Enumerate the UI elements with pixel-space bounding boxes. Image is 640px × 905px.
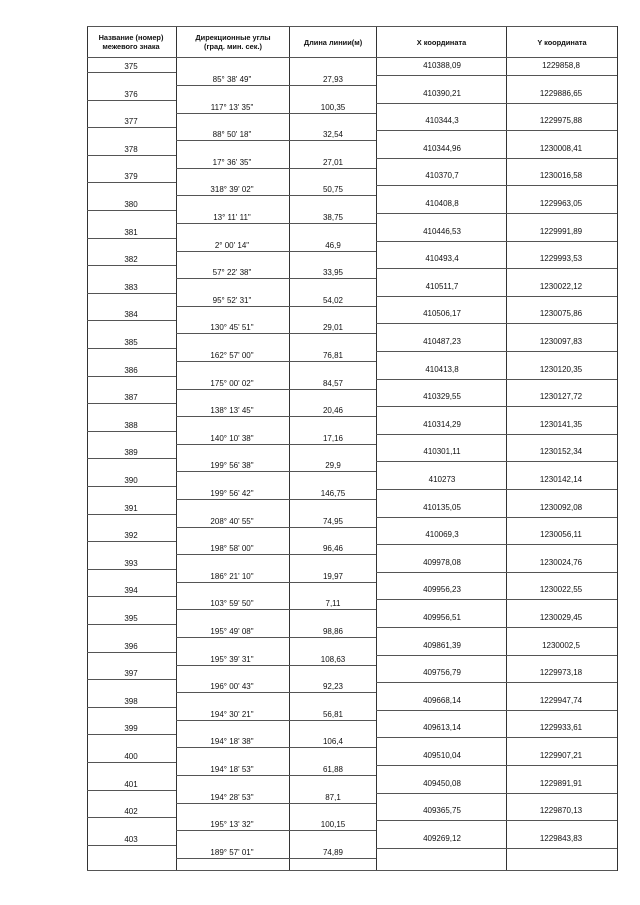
point-number: 380 — [124, 200, 138, 209]
line-length: 84,57 — [322, 378, 344, 388]
row-rule — [376, 185, 617, 186]
row-rule — [376, 323, 617, 324]
row-rule — [87, 72, 176, 73]
row-rule — [87, 458, 176, 459]
line-length: 61,88 — [322, 765, 344, 774]
row-rule — [87, 569, 176, 570]
x-coordinate: 409756,79 — [423, 668, 461, 678]
line-length: 146,75 — [320, 489, 346, 498]
bearing-angle: 318° 39' 02" — [210, 185, 254, 195]
x-coordinate: 410344,96 — [423, 143, 461, 153]
line-length: 54,02 — [322, 295, 344, 305]
point-number: 394 — [124, 586, 138, 596]
bearing-angle: 175° 00' 02" — [210, 378, 254, 388]
y-coordinate: 1230127,72 — [539, 392, 583, 402]
point-number: 387 — [124, 393, 138, 403]
column-header: Дирекционные углы (град. мин. сек.) — [195, 33, 271, 51]
row-rule — [87, 596, 176, 597]
line-length: 19,97 — [322, 571, 344, 581]
x-coordinate: 410487,23 — [423, 337, 461, 346]
row-rule — [376, 158, 617, 159]
row-rule — [176, 637, 376, 638]
point-number: 375 — [124, 62, 138, 71]
row-rule — [176, 720, 376, 721]
row-rule — [176, 692, 376, 693]
row-rule — [376, 793, 617, 794]
row-rule — [176, 416, 376, 417]
line-length: 74,89 — [322, 847, 344, 857]
y-coordinate: 1230029,45 — [539, 613, 583, 622]
y-coordinate: 1229947,74 — [539, 695, 583, 705]
point-number: 396 — [124, 641, 138, 651]
column-header: Y координата — [537, 37, 587, 47]
row-rule — [376, 517, 617, 518]
line-length: 46,9 — [325, 240, 341, 250]
row-rule — [87, 845, 176, 846]
point-number: 399 — [124, 724, 138, 734]
row-rule — [176, 195, 376, 196]
line-length: 96,46 — [322, 544, 344, 554]
y-coordinate: 1230008,41 — [539, 143, 583, 153]
bearing-angle: 85° 38' 49" — [212, 75, 252, 84]
row-rule — [87, 486, 176, 487]
y-coordinate: 1230022,55 — [539, 585, 583, 595]
row-rule — [87, 762, 176, 763]
point-number: 393 — [124, 558, 138, 568]
row-rule — [376, 682, 617, 683]
point-number: 403 — [124, 834, 138, 844]
point-number: 384 — [124, 310, 138, 320]
row-rule — [87, 348, 176, 349]
bearing-angle: 88° 50' 18" — [212, 130, 252, 140]
bearing-angle: 117° 13' 35" — [210, 102, 254, 112]
x-coordinate: 410511,7 — [425, 281, 459, 291]
bearing-angle: 194° 28' 53" — [210, 792, 254, 802]
row-rule — [87, 790, 176, 791]
point-number: 381 — [124, 227, 138, 237]
row-rule — [87, 431, 176, 432]
x-coordinate: 409365,75 — [423, 806, 461, 816]
y-coordinate: 1229858,8 — [542, 61, 580, 70]
y-coordinate: 1230002,5 — [542, 640, 580, 650]
x-coordinate: 410135,05 — [423, 502, 461, 512]
row-rule — [376, 103, 617, 104]
row-rule — [87, 652, 176, 653]
x-coordinate: 409978,08 — [423, 557, 461, 567]
line-length: 100,15 — [320, 820, 346, 830]
row-rule — [376, 710, 617, 711]
row-rule — [87, 182, 176, 183]
row-rule — [87, 734, 176, 735]
row-rule — [176, 775, 376, 776]
y-coordinate: 1230056,11 — [540, 530, 582, 540]
row-rule — [376, 351, 617, 352]
row-rule — [376, 130, 617, 131]
y-coordinate: 1229843,83 — [539, 833, 583, 843]
line-length: 100,35 — [320, 102, 346, 112]
bearing-angle: 194° 30' 21" — [210, 709, 254, 719]
row-rule — [87, 541, 176, 542]
x-coordinate: 410301,11 — [423, 447, 461, 457]
row-rule — [376, 544, 617, 545]
row-rule — [376, 296, 617, 297]
row-rule — [87, 817, 176, 818]
bearing-angle: 199° 56' 38" — [210, 461, 254, 471]
column-header: Длина линии(м) — [303, 37, 363, 47]
row-rule — [376, 379, 617, 380]
row-rule — [176, 471, 376, 472]
row-rule — [87, 624, 176, 625]
bearing-angle: 186° 21' 10" — [210, 571, 254, 581]
y-coordinate: 1229975,88 — [539, 116, 583, 126]
row-rule — [176, 306, 376, 307]
line-length: 108,63 — [320, 654, 346, 664]
row-rule — [376, 241, 617, 242]
point-number: 378 — [124, 144, 138, 154]
row-rule — [87, 707, 176, 708]
row-rule — [87, 265, 176, 266]
y-coordinate: 1230024,76 — [539, 557, 583, 567]
row-rule — [87, 238, 176, 239]
x-coordinate: 410329,55 — [423, 392, 461, 402]
line-length: 27,01 — [322, 157, 344, 167]
bearing-angle: 162° 57' 00" — [210, 351, 254, 360]
bearing-angle: 2° 00' 14" — [214, 240, 250, 250]
y-coordinate: 1229891,91 — [539, 778, 583, 788]
point-number: 398 — [124, 696, 138, 706]
point-number: 390 — [124, 476, 138, 485]
bearing-angle: 195° 39' 31" — [210, 654, 254, 664]
row-rule — [176, 499, 376, 500]
x-coordinate: 410506,17 — [423, 309, 461, 319]
column-rule — [617, 26, 618, 871]
x-coordinate: 409613,14 — [423, 723, 461, 733]
y-coordinate: 1230142,14 — [539, 475, 583, 484]
row-rule — [376, 434, 617, 435]
y-coordinate: 1230152,34 — [539, 447, 583, 457]
line-length: 106,4 — [322, 737, 344, 747]
row-rule — [376, 765, 617, 766]
x-coordinate: 410493,4 — [425, 254, 459, 264]
x-coordinate: 410446,53 — [423, 226, 461, 236]
line-length: 50,75 — [322, 185, 344, 195]
x-coordinate: 409956,23 — [423, 585, 461, 595]
line-length: 98,86 — [322, 627, 344, 636]
row-rule — [376, 75, 617, 76]
row-rule — [87, 320, 176, 321]
row-rule — [176, 85, 376, 86]
x-coordinate: 410413,8 — [425, 364, 459, 374]
bearing-angle: 130° 45' 51" — [210, 323, 254, 333]
y-coordinate: 1229973,18 — [539, 668, 583, 678]
x-coordinate: 410344,3 — [425, 116, 459, 126]
row-rule — [176, 665, 376, 666]
bearing-angle: 198° 58' 00" — [210, 544, 254, 554]
row-rule — [376, 820, 617, 821]
line-length: 29,9 — [325, 461, 341, 471]
bearing-angle: 138° 13' 45" — [210, 406, 254, 416]
table-top-rule — [87, 26, 617, 27]
point-number: 385 — [124, 338, 138, 347]
row-rule — [176, 168, 376, 169]
row-rule — [176, 140, 376, 141]
row-rule — [87, 127, 176, 128]
x-coordinate: 410388,09 — [423, 61, 461, 70]
row-rule — [376, 572, 617, 573]
point-number: 397 — [124, 669, 138, 679]
row-rule — [176, 609, 376, 610]
line-length: 7,11 — [325, 599, 341, 609]
point-number: 379 — [124, 172, 138, 182]
row-rule — [176, 251, 376, 252]
point-number: 389 — [124, 448, 138, 458]
point-number: 391 — [124, 503, 138, 513]
x-coordinate: 410390,21 — [423, 88, 461, 98]
point-number: 383 — [124, 282, 138, 292]
row-rule — [176, 747, 376, 748]
y-coordinate: 1230141,35 — [539, 419, 583, 429]
line-length: 33,95 — [322, 268, 344, 278]
row-rule — [176, 830, 376, 831]
x-coordinate: 410273 — [428, 475, 456, 484]
point-number: 402 — [124, 807, 138, 817]
row-rule — [176, 582, 376, 583]
row-rule — [376, 461, 617, 462]
row-rule — [376, 627, 617, 628]
row-rule — [376, 213, 617, 214]
x-coordinate: 409861,39 — [423, 640, 461, 650]
x-coordinate: 410314,29 — [423, 419, 461, 429]
x-coordinate: 410069,3 — [425, 530, 459, 540]
bearing-angle: 194° 18' 38" — [210, 737, 254, 747]
row-rule — [176, 858, 376, 859]
x-coordinate: 409956,51 — [423, 613, 461, 622]
x-coordinate: 409450,08 — [423, 778, 461, 788]
y-coordinate: 1229907,21 — [539, 751, 583, 760]
point-number: 382 — [124, 255, 138, 265]
row-rule — [87, 100, 176, 101]
bearing-angle: 189° 57' 01" — [210, 847, 254, 857]
row-rule — [376, 655, 617, 656]
row-rule — [176, 278, 376, 279]
y-coordinate: 1229933,61 — [539, 723, 583, 733]
point-number: 388 — [124, 420, 138, 430]
row-rule — [376, 848, 617, 849]
row-rule — [376, 406, 617, 407]
bearing-angle: 17° 36' 35" — [212, 157, 252, 167]
row-rule — [176, 361, 376, 362]
bearing-angle: 199° 56' 42" — [210, 489, 254, 498]
line-length: 32,54 — [322, 130, 344, 140]
row-rule — [87, 679, 176, 680]
line-length: 17,16 — [322, 433, 344, 443]
y-coordinate: 1229870,13 — [539, 806, 583, 816]
bearing-angle: 140° 10' 38" — [210, 433, 254, 443]
bearing-angle: 13° 11' 11" — [213, 213, 251, 222]
line-length: 56,81 — [322, 709, 344, 719]
line-length: 38,75 — [322, 213, 344, 222]
y-coordinate: 1229993,53 — [539, 254, 583, 264]
row-rule — [176, 444, 376, 445]
y-coordinate: 1230022,12 — [539, 281, 583, 291]
line-length: 20,46 — [322, 406, 344, 416]
bearing-angle: 103° 59' 50" — [210, 599, 254, 609]
point-number: 400 — [124, 752, 138, 761]
row-rule — [176, 223, 376, 224]
y-coordinate: 1229886,65 — [539, 88, 583, 98]
column-header: Название (номер) межевого знака — [98, 33, 164, 51]
row-rule — [87, 155, 176, 156]
y-coordinate: 1230016,58 — [539, 171, 583, 181]
y-coordinate: 1229963,05 — [539, 199, 583, 208]
row-rule — [87, 403, 176, 404]
line-length: 29,01 — [322, 323, 344, 333]
y-coordinate: 1230075,86 — [539, 309, 583, 319]
line-length: 76,81 — [322, 351, 344, 360]
line-length: 74,95 — [322, 516, 344, 526]
bearing-angle: 196° 00' 43" — [210, 682, 254, 692]
x-coordinate: 410408,8 — [425, 199, 459, 208]
row-rule — [376, 737, 617, 738]
x-coordinate: 409510,04 — [423, 751, 461, 760]
row-rule — [176, 554, 376, 555]
row-rule — [87, 514, 176, 515]
bearing-angle: 195° 49' 08" — [210, 627, 254, 636]
row-rule — [87, 210, 176, 211]
row-rule — [376, 599, 617, 600]
row-rule — [176, 333, 376, 334]
bearing-angle: 195° 13' 32" — [210, 820, 254, 830]
y-coordinate: 1230120,35 — [539, 364, 583, 374]
x-coordinate: 409668,14 — [423, 695, 461, 705]
row-rule — [376, 268, 617, 269]
row-rule — [87, 293, 176, 294]
y-coordinate: 1230092,08 — [539, 502, 583, 512]
row-rule — [176, 113, 376, 114]
bearing-angle: 194° 18' 53" — [210, 765, 254, 774]
point-number: 392 — [124, 531, 138, 541]
column-header: X координата — [416, 37, 467, 47]
table-bottom-rule — [87, 870, 617, 871]
row-rule — [176, 803, 376, 804]
row-rule — [376, 489, 617, 490]
x-coordinate: 410370,7 — [425, 171, 459, 181]
bearing-angle: 95° 52' 31" — [212, 295, 252, 305]
point-number: 377 — [124, 117, 138, 127]
header-rule — [87, 57, 617, 58]
row-rule — [87, 376, 176, 377]
bearing-angle: 208° 40' 55" — [210, 516, 254, 526]
x-coordinate: 409269,12 — [423, 833, 461, 843]
y-coordinate: 1229991,89 — [539, 226, 583, 236]
row-rule — [176, 389, 376, 390]
line-length: 87,1 — [325, 792, 341, 802]
point-number: 386 — [124, 365, 138, 375]
bearing-angle: 57° 22' 38" — [212, 268, 252, 278]
point-number: 376 — [124, 89, 138, 99]
point-number: 401 — [124, 779, 138, 789]
point-number: 395 — [124, 614, 138, 623]
y-coordinate: 1230097,83 — [539, 337, 583, 346]
row-rule — [176, 527, 376, 528]
line-length: 92,23 — [322, 682, 344, 692]
line-length: 27,93 — [322, 75, 344, 84]
